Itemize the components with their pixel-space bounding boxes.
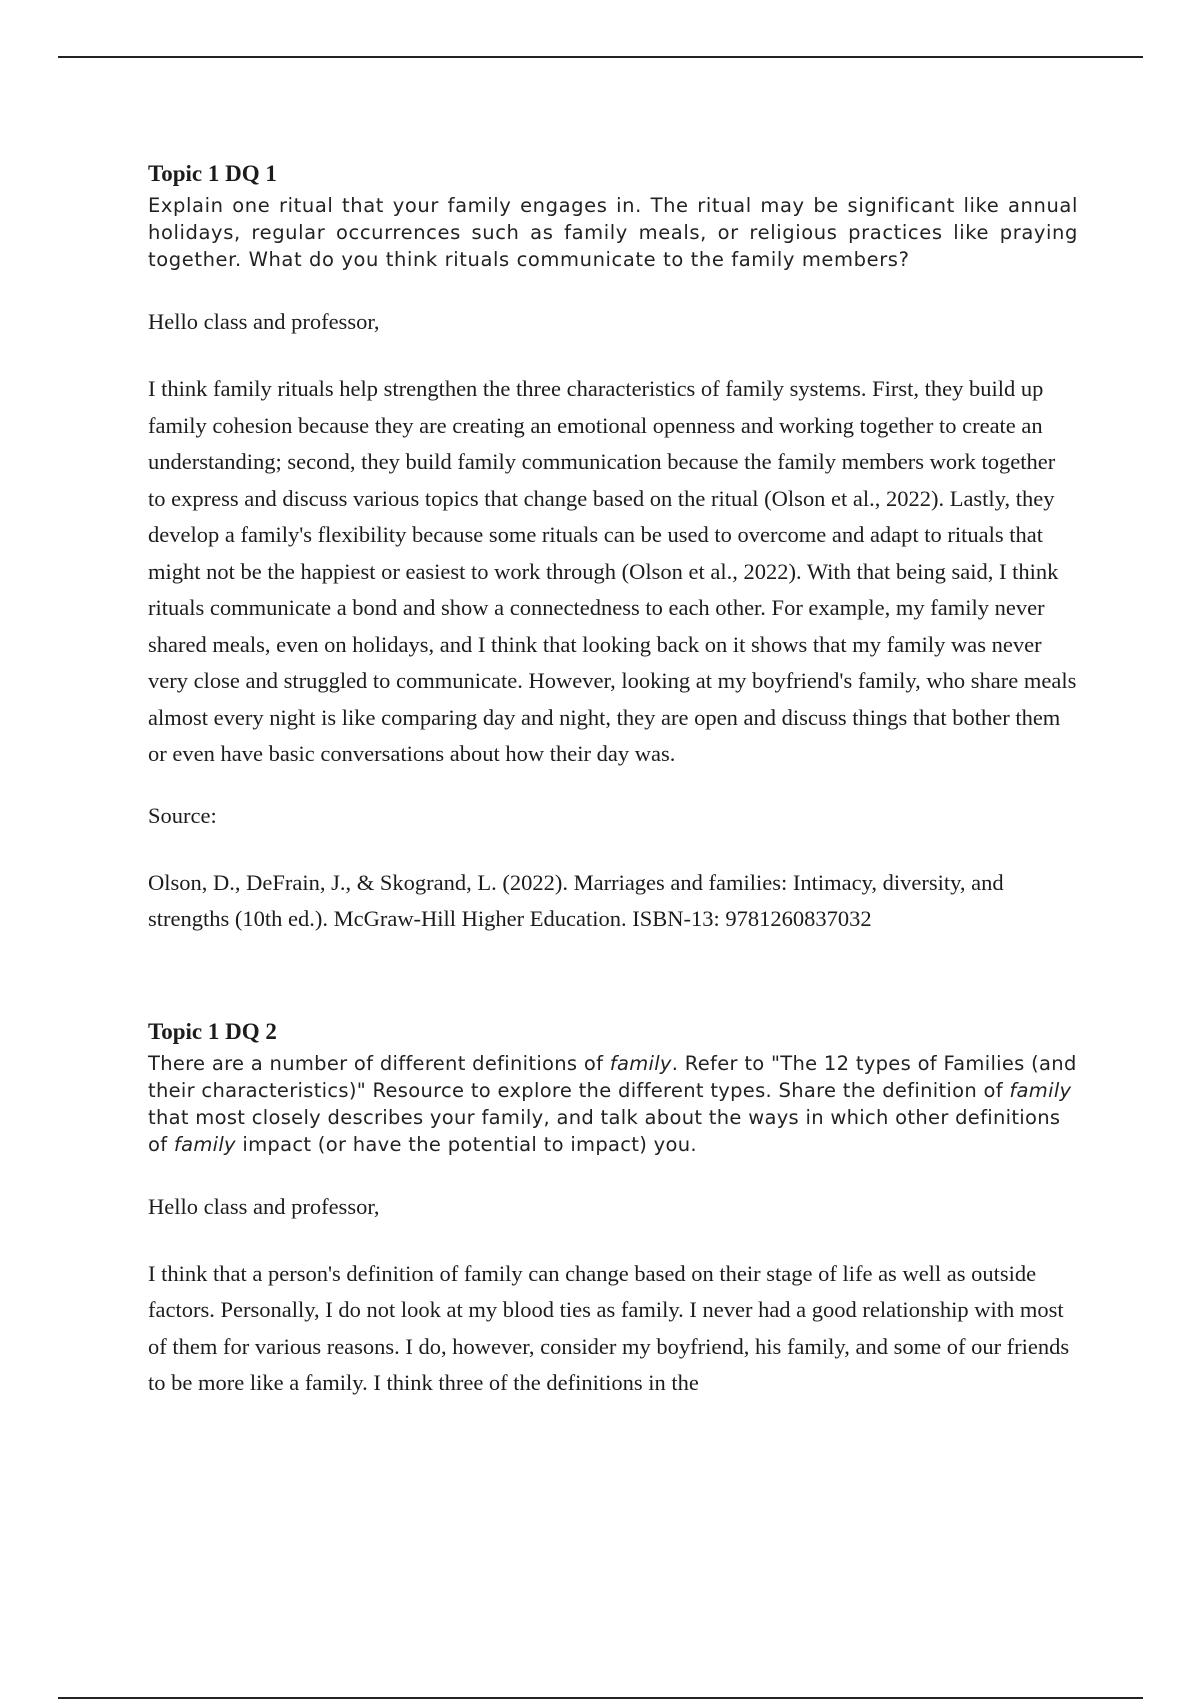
discussion-topic-2 <box>148 1018 1078 1402</box>
prompt-text: There are a number of different definitions of <box>148 1051 610 1075</box>
prompt-text: . Refer to "The 12 types of Families (and their characteristics)" Resource to explore the different types. Share the definition of <box>148 1051 1077 1102</box>
prompt-emphasis: family <box>1009 1078 1072 1102</box>
greeting: Hello class and professor, <box>148 1193 380 1219</box>
prompt-emphasis: family <box>173 1132 236 1156</box>
citation: Olson, D., DeFrain, J., & Skogrand, L. (2022). Marriages and families: Intimacy, diversity, and strengths (10th ed.). McGraw-Hill Higher Education. ISBN-13: 9781260837032 <box>148 869 1004 931</box>
topic-prompt <box>148 1050 1083 1158</box>
bottom-page-rule <box>58 1697 1143 1699</box>
section-gap <box>148 966 1078 1018</box>
source-label: Source: <box>148 802 217 828</box>
top-page-rule <box>58 56 1143 58</box>
prompt-text: impact (or have the potential to impact) you. <box>235 1132 697 1156</box>
document-content <box>148 160 1078 1430</box>
greeting: Hello class and professor, <box>148 309 380 334</box>
discussion-topic-1 <box>148 160 1078 938</box>
topic-prompt: Explain one ritual that your family engages in. The ritual may be significant like annual holidays, regular occurrences such as family meals, or religious practices like praying together. What do you think rituals communicate to the family members? <box>148 194 1078 271</box>
prompt-text: that most closely describes your family, and talk about the ways in which other definitions of <box>148 1105 1061 1156</box>
response-paragraph: I think family rituals help strengthen the three characteristics of family systems. First, they build up family cohesion because they are creating an emotional openness and working together to create an understanding; second, they build family communication because the family members work together to express and discuss various topics that change based on the ritual (Olson et al., 2022). Lastly, they develop a family's flexibility because some rituals can be used to overcome and adapt to rituals that might not be the happiest or easiest to work through (Olson et al., 2022). With that being said, I think rituals communicate a bond and show a connectedness to each other. For example, my family never shared meals, even on holidays, and I think that looking back on it shows that my family was never very close and struggled to communicate. However, looking at my boyfriend's family, who share meals almost every night is like comparing day and night, they are open and discuss things that bother them or even have basic conversations about how their day was. <box>148 376 1077 766</box>
topic-heading: Topic 1 DQ 1 <box>148 161 277 186</box>
prompt-emphasis: family <box>609 1051 672 1075</box>
topic-heading: Topic 1 DQ 2 <box>148 1018 277 1044</box>
response-paragraph: I think that a person's definition of family can change based on their stage of life as well as outside factors. Personally, I do not look at my blood ties as family. I never had a good relationship with most of them for various reasons. I do, however, consider my boyfriend, his family, and some of our friends to be more like a family. I think three of the definitions in the <box>148 1260 1070 1395</box>
